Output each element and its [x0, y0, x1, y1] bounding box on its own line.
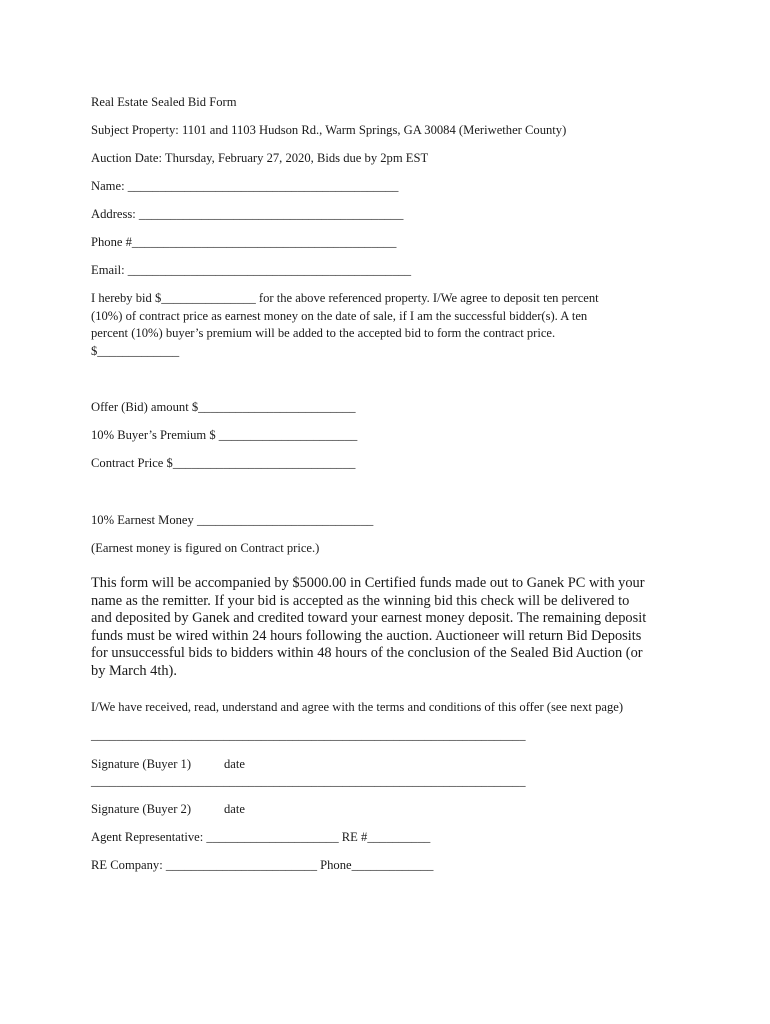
subject-property: Subject Property: 1101 and 1103 Hudson Rd., Warm Springs, GA 30084 (Meriwether County): [91, 123, 567, 137]
offer-amount-field[interactable]: Offer (Bid) amount $_________________________: [91, 400, 356, 414]
certified-funds-paragraph: This form will be accompanied by $5000.00 in Certified funds made out to Ganek PC with your name as the remitter. If your bid is accepted as the winning bid this check will be delivered to and deposited by Ganek and credited toward your earnest money deposit. The remaining deposit funds must be wired within 24 hours following the auction. Auctioneer will return Bid Deposits for unsuccessful bids to bidders within 48 hours of the conclusion of the Sealed Bid Auction (or by March 4th).: [91, 575, 647, 679]
date-label-buyer-1: date: [224, 757, 245, 771]
contract-price-field[interactable]: Contract Price $_____________________________: [91, 456, 356, 470]
auction-date: Auction Date: Thursday, February 27, 2020, Bids due by 2pm EST: [91, 151, 429, 165]
signature-row-buyer-2: [91, 801, 245, 818]
agent-representative-field[interactable]: Agent Representative: _____________________ RE #__________: [91, 830, 431, 844]
buyers-premium-field[interactable]: 10% Buyer’s Premium $ ______________________: [91, 428, 358, 442]
signature-label-buyer-1: Signature (Buyer 1): [91, 757, 192, 771]
re-company-field[interactable]: RE Company: ________________________ Phone_____________: [91, 858, 434, 872]
bid-paragraph: I hereby bid $_______________ for the above referenced property. I/We agree to deposit ten percent (10%) of contract price as earnest money on the date of sale, if I am the successful bidder(s). A ten percent (10%) buyer’s premium will be added to the accepted bid to form the contract price. $_____________: [91, 291, 599, 358]
address-field[interactable]: Address: __________________________________________: [91, 207, 404, 221]
signature-row-buyer-1: [91, 756, 245, 773]
signature-label-buyer-2: Signature (Buyer 2): [91, 802, 192, 816]
earnest-money-note: (Earnest money is figured on Contract price.): [91, 541, 320, 555]
date-label-buyer-2: date: [224, 802, 245, 816]
earnest-money-field[interactable]: 10% Earnest Money ____________________________: [91, 513, 374, 527]
agreement-statement: I/We have received, read, understand and agree with the terms and conditions of this offer (see next page): [91, 700, 624, 714]
name-field[interactable]: Name: ___________________________________________: [91, 179, 399, 193]
email-field[interactable]: Email: _____________________________________________: [91, 263, 412, 277]
signature-line-buyer-2[interactable]: _____________________________________________________________________: [91, 774, 526, 788]
phone-field[interactable]: Phone #__________________________________________: [91, 235, 397, 249]
form-title: Real Estate Sealed Bid Form: [91, 95, 237, 109]
signature-line-buyer-1[interactable]: _____________________________________________________________________: [91, 728, 526, 742]
